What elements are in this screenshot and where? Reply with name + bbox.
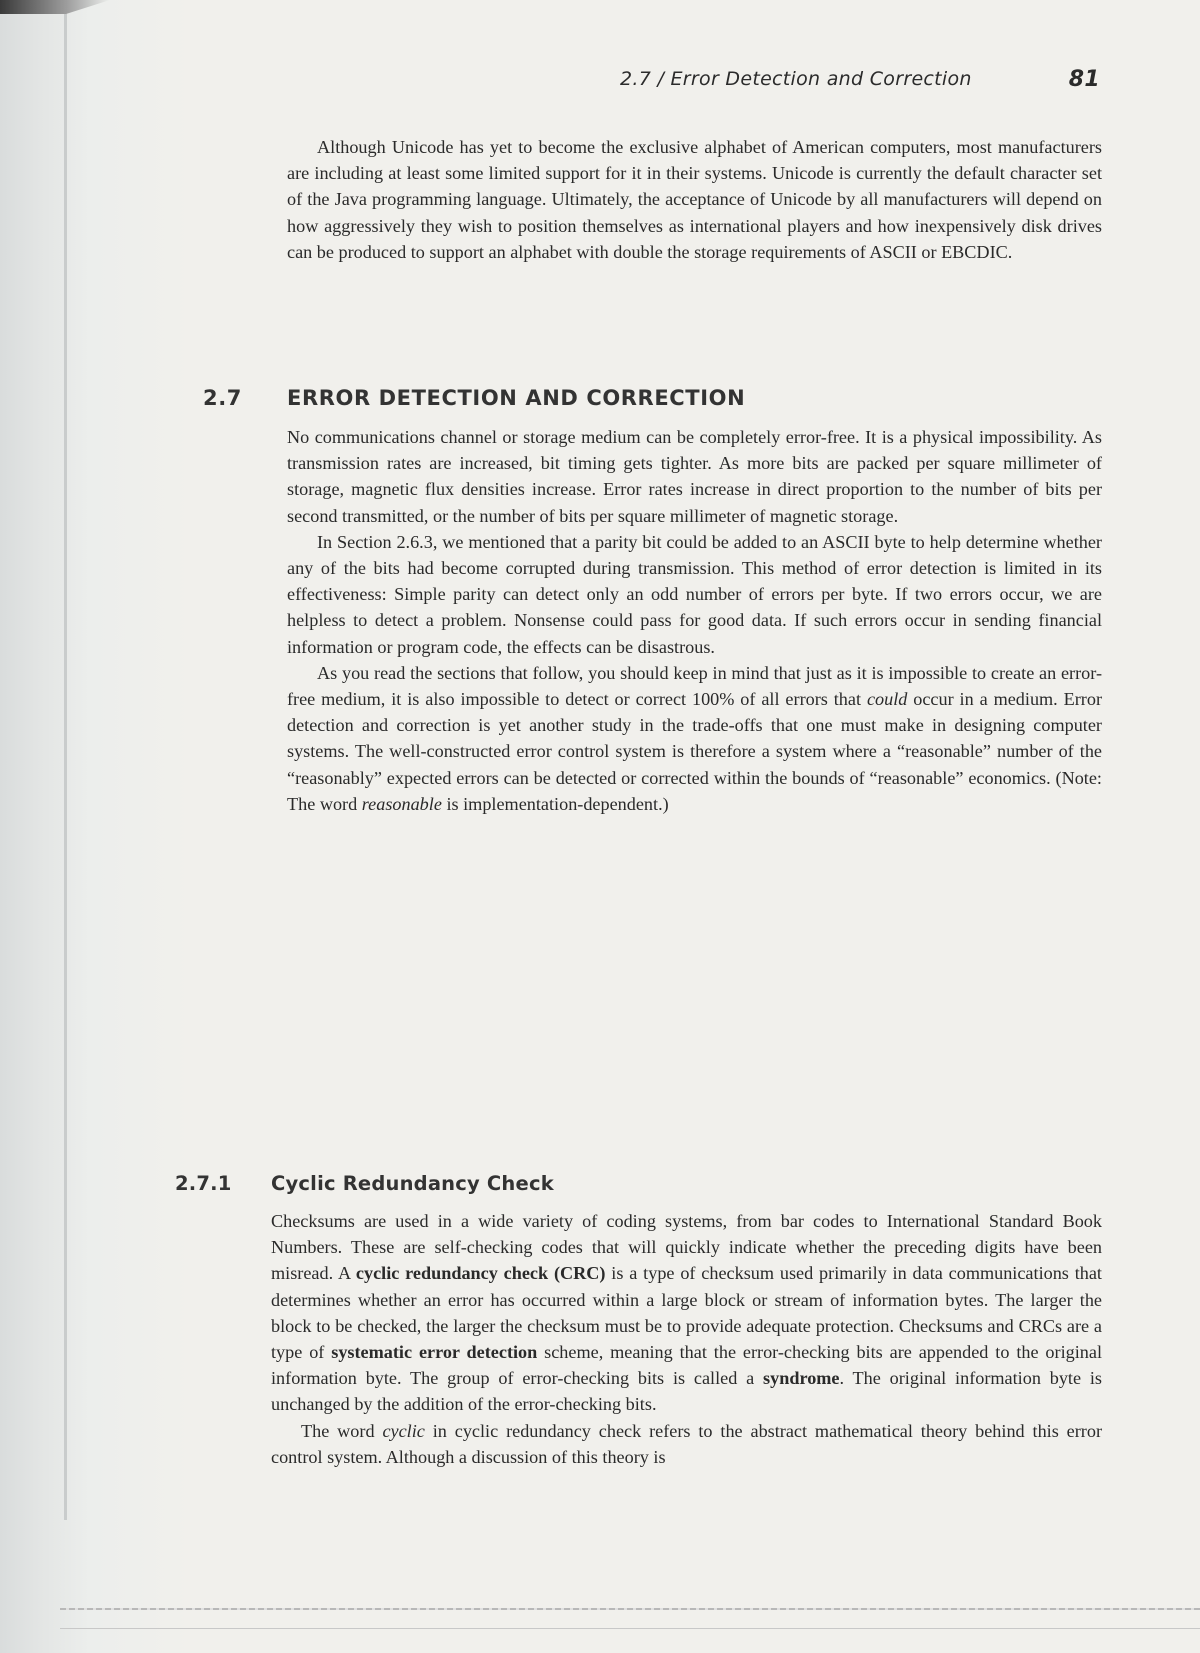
p3-text-a: As you read the sections that follow, you should keep in mind that just as it is impossible to create an error-free medium, it is also impossible to detect or correct 100% of all errors that	[287, 662, 1102, 710]
section-number: 2.7	[203, 386, 243, 410]
intro-block	[287, 134, 1102, 265]
term-crc: cyclic redundancy check (CRC)	[355, 1263, 606, 1284]
scan-bottom-edge	[60, 1608, 1200, 1610]
term-systematic-error-detection: systematic error detection	[331, 1342, 538, 1363]
section-paragraph-1: No communications channel or storage medium can be completely error-free. It is a physical impossibility. As transmission rates are increased, bit timing gets tighter. As more bits are packed per square millimeter of storage, magnetic flux densities increase. Error rates increase in direct proportion to the number of bits per second transmitted, or the number of bits per square millimeter of magnetic storage.	[287, 427, 1102, 526]
scan-binding-edge	[64, 0, 67, 1520]
section-paragraph-2: In Section 2.6.3, we mentioned that a parity bit could be added to an ASCII byte to help determine whether any of the bits had become corrupted during transmission. This method of error detection is limited in its effectiveness: Simple parity can detect only an odd number of errors per byte. If two errors occur, we are helpless to detect a problem. Nonsense could pass for good data. If such errors occur in sending financial information or program code, the effects can be disastrous.	[287, 531, 1102, 657]
sub-p2-text-a: The word	[301, 1420, 383, 1441]
subsection-paragraph-2	[271, 1418, 1102, 1470]
section-title: ERROR DETECTION AND CORRECTION	[287, 386, 746, 410]
subsection-title: Cyclic Redundancy Check	[271, 1172, 554, 1195]
sub-p1-text-d: scheme, meaning that the error-checking bits are appended to the original information byte. The group of error-checking bits is called a	[271, 1342, 1102, 1389]
sub-p2-text-b: in cyclic redundancy check refers to the abstract mathematical theory behind this error control system. Although a discussion of this theory is	[271, 1420, 1103, 1467]
page-number: 81	[1068, 67, 1100, 92]
term-syndrome: syndrome	[763, 1368, 840, 1389]
subsection-number: 2.7.1	[175, 1172, 232, 1195]
p3-emphasis-reasonable: reasonable	[361, 793, 442, 814]
p3-text-c: is implementation-dependent.)	[441, 793, 669, 814]
scan-bottom-line	[60, 1628, 1200, 1629]
intro-paragraph: Although Unicode has yet to become the exclusive alphabet of American computers, most manufacturers are including at least some limited support for it in their systems. Unicode is currently the default character set of the Java programming language. Ultimately, the acceptance of Unicode by all manufacturers will depend on how aggressively they wish to position themselves as international players and how inexpensively disk drives can be produced to support an alphabet with double the storage requirements of ASCII or EBCDIC.	[287, 137, 1102, 262]
section-paragraph-3	[287, 660, 1102, 817]
p3-emphasis-could: could	[866, 689, 908, 710]
sub-p1-text-a: Checksums are used in a wide variety of coding systems, from bar codes to International Standard Book Numbers. These are self-checking codes that will quickly indicate whether the preceding digits have been misread. A	[271, 1211, 1102, 1284]
running-head-title: 2.7 / Error Detection and Correction	[620, 68, 972, 90]
subsection-body	[271, 1208, 1102, 1470]
sub-p1-text-c: is a type of checksum used primarily in data communications that determines whether an error has occurred within a large block or stream of information bytes. The larger the block to be checked, the larger the checksum must be to provide adequate protection. Checksums and CRCs are a type of	[271, 1263, 1102, 1363]
sub-p1-text-e: . The original information byte is unchanged by the addition of the error-checking bits.	[271, 1368, 1102, 1415]
sub-p2-emphasis-cyclic: cyclic	[382, 1420, 425, 1441]
scan-gutter-shadow	[0, 0, 190, 1653]
section-body	[287, 424, 1102, 817]
p3-text-b: occur in a medium. Error detection and correction is yet another study in the trade-offs that one must make in designing computer systems. The well-constructed error control system is therefore a system where a “reasonable” number of the “reasonably” expected errors can be detected or corrected within the bounds of “reasonable” economics. (Note: The word	[287, 689, 1103, 814]
subsection-paragraph-1	[271, 1208, 1102, 1418]
running-head	[620, 68, 1100, 90]
